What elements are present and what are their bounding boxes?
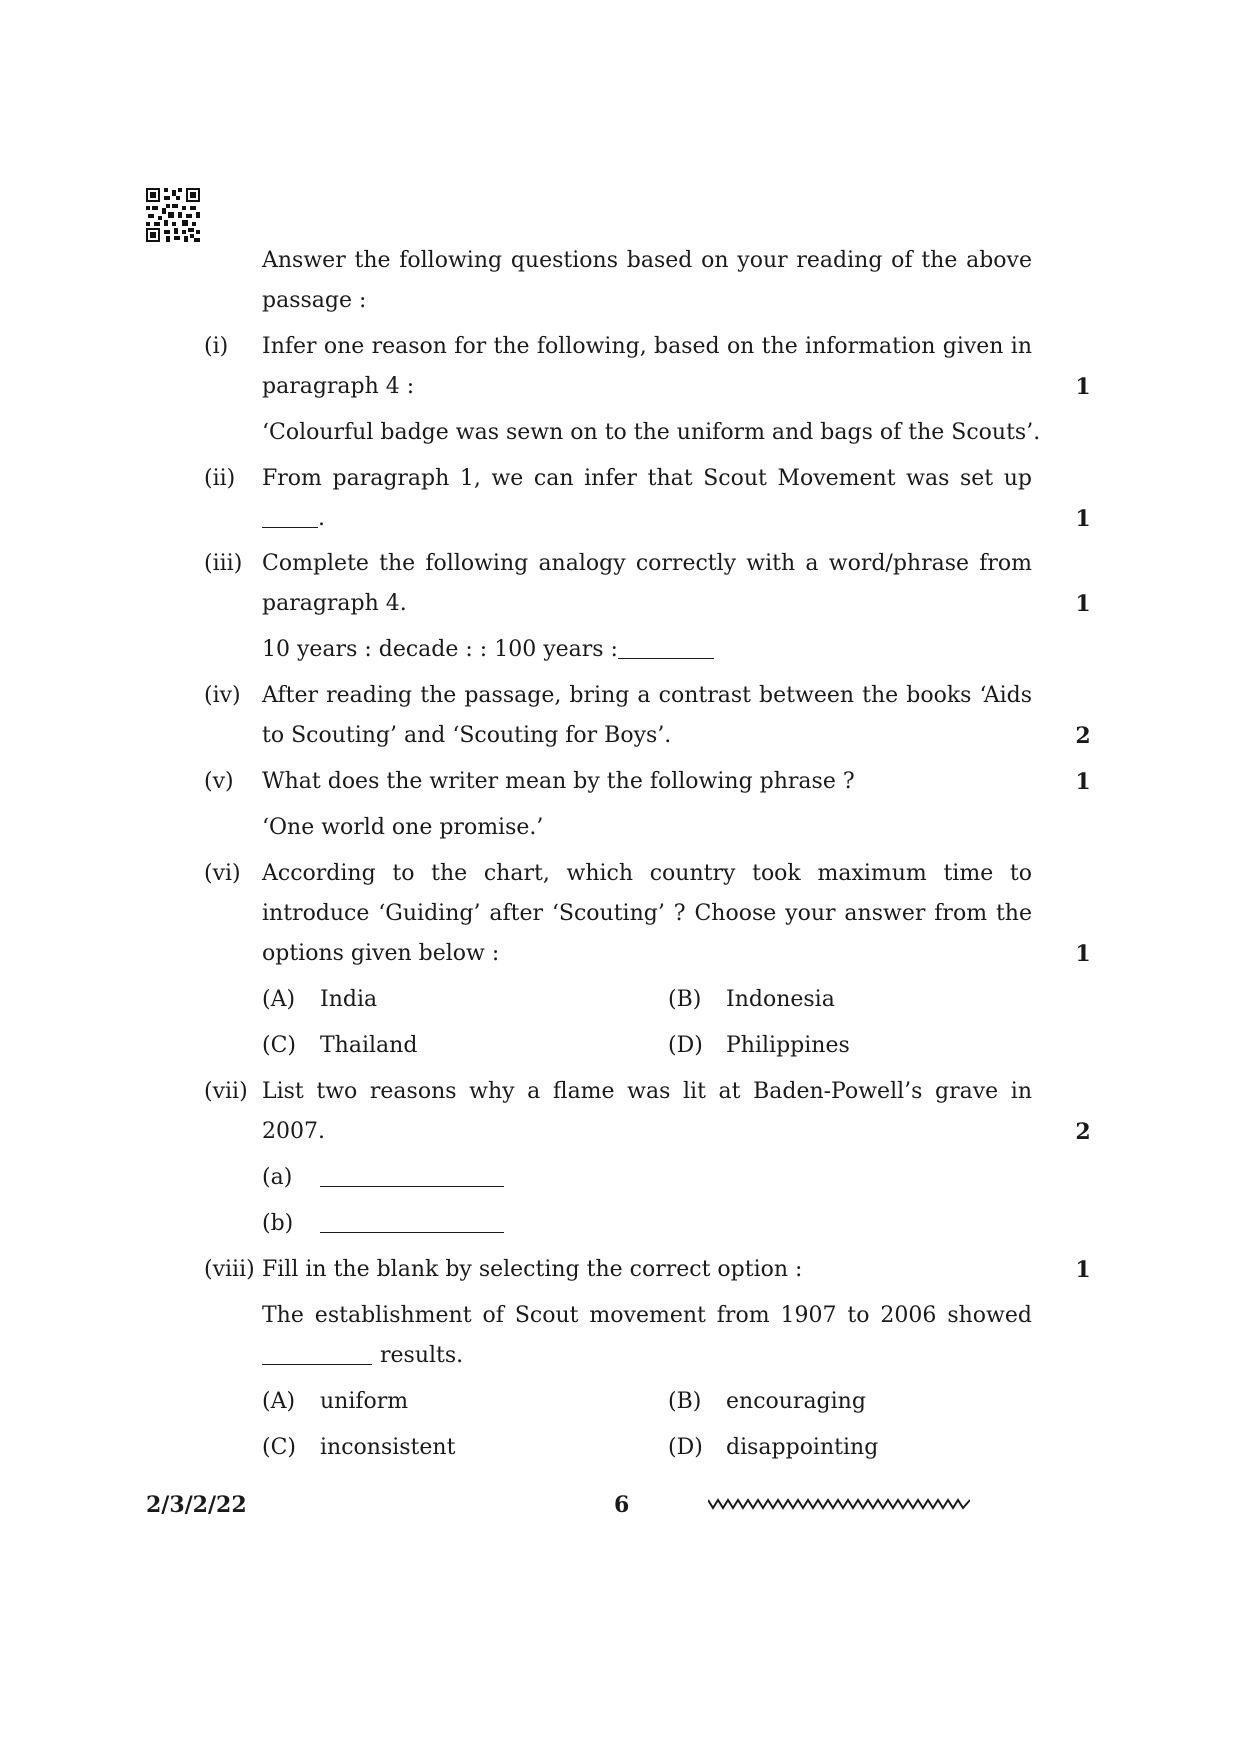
- option-key: (D): [668, 1033, 703, 1058]
- option-key: (C): [262, 1033, 296, 1058]
- question-quote: ‘Colourful badge was sewn on to the uniform and bags of the Scouts’.: [262, 420, 1041, 445]
- question-text: According to the chart, which country took maximum time to: [262, 861, 1032, 886]
- marks: 1: [1075, 591, 1091, 617]
- question-text: introduce ‘Guiding’ after ‘Scouting’ ? Choose your answer from the: [262, 901, 1032, 926]
- question-text: After reading the passage, bring a contrast between the books ‘Aids: [262, 683, 1032, 708]
- wave-pattern-icon: [708, 1497, 970, 1511]
- intro-line: passage :: [262, 288, 367, 313]
- question-number: (vi): [204, 861, 241, 886]
- option-key: (A): [262, 1389, 296, 1414]
- option-text: India: [320, 987, 378, 1012]
- question-text: paragraph 4.: [262, 591, 407, 616]
- question-number: (ii): [204, 466, 236, 491]
- question-text: Complete the following analogy correctly with a word/phrase from: [262, 551, 1032, 576]
- subpart-label: (a): [262, 1165, 293, 1190]
- marks: 2: [1075, 723, 1091, 749]
- question-text: .: [318, 506, 325, 531]
- option-text: encouraging: [726, 1389, 866, 1414]
- question-number: (viii): [204, 1257, 255, 1282]
- option-text: uniform: [320, 1389, 409, 1414]
- answer-blank: [320, 1186, 504, 1187]
- option-text: inconsistent: [320, 1435, 456, 1460]
- option-text: Indonesia: [726, 987, 835, 1012]
- subpart-label: (b): [262, 1211, 294, 1236]
- answer-blank: [262, 527, 318, 528]
- marks: 1: [1075, 506, 1091, 532]
- question-text: Infer one reason for the following, based on the information given in: [262, 334, 1032, 359]
- option-key: (B): [668, 987, 702, 1012]
- marks: 1: [1075, 374, 1091, 400]
- question-text: 2007.: [262, 1119, 325, 1144]
- question-text: What does the writer mean by the following phrase ?: [262, 769, 855, 794]
- question-number: (vii): [204, 1079, 248, 1104]
- question-quote: ‘One world one promise.’: [262, 815, 544, 840]
- question-number: (iv): [204, 683, 241, 708]
- page-number: 6: [614, 1492, 630, 1518]
- marks: 1: [1075, 769, 1091, 795]
- answer-blank: [320, 1232, 504, 1233]
- question-text: Fill in the blank by selecting the correct option :: [262, 1257, 803, 1282]
- marks: 2: [1075, 1119, 1091, 1145]
- paper-code: 2/3/2/22: [146, 1492, 247, 1518]
- answer-blank: [262, 1364, 372, 1365]
- marks: 1: [1075, 1257, 1091, 1283]
- marks: 1: [1075, 941, 1091, 967]
- answer-blank: [618, 658, 714, 659]
- intro-line: Answer the following questions based on your reading of the above: [262, 248, 1032, 273]
- question-text: options given below :: [262, 941, 500, 966]
- question-text: paragraph 4 :: [262, 374, 415, 399]
- question-stem: The establishment of Scout movement from 1907 to 2006 showed: [262, 1303, 1032, 1328]
- option-text: Thailand: [320, 1033, 418, 1058]
- question-text: List two reasons why a flame was lit at Baden-Powell’s grave in: [262, 1079, 1032, 1104]
- option-text: disappointing: [726, 1435, 879, 1460]
- option-key: (B): [668, 1389, 702, 1414]
- analogy-text: 10 years : decade : : 100 years :: [262, 637, 618, 662]
- question-number: (v): [204, 769, 234, 794]
- option-text: Philippines: [726, 1033, 850, 1058]
- option-key: (C): [262, 1435, 296, 1460]
- option-key: (A): [262, 987, 296, 1012]
- qr-code-icon: [146, 188, 200, 242]
- question-number: (i): [204, 334, 229, 359]
- option-key: (D): [668, 1435, 703, 1460]
- question-text: From paragraph 1, we can infer that Scout Movement was set up: [262, 466, 1032, 491]
- question-text: to Scouting’ and ‘Scouting for Boys’.: [262, 723, 672, 748]
- question-stem: results.: [380, 1343, 464, 1368]
- question-number: (iii): [204, 551, 243, 576]
